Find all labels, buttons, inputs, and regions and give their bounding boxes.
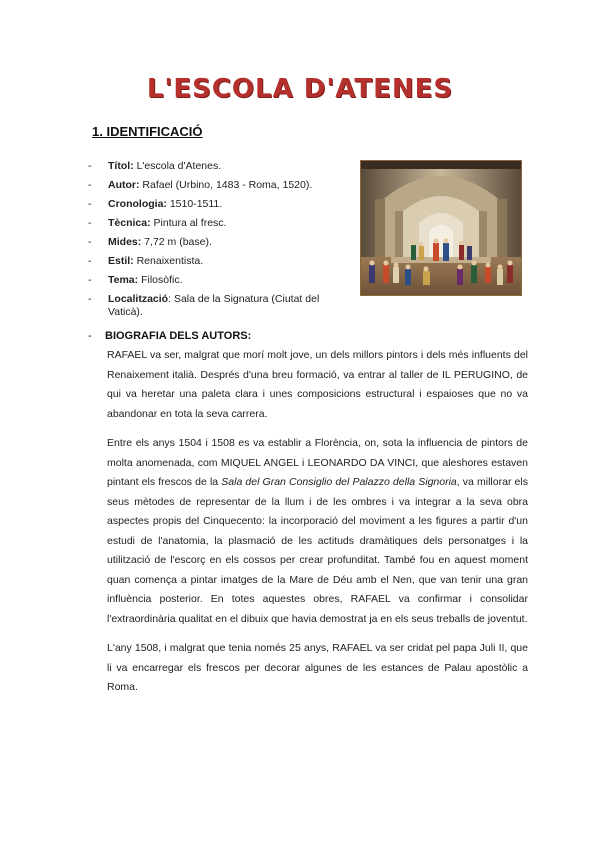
- list-item: - Tema: Filosòfic.: [88, 274, 183, 286]
- page-title: L'ESCOLA D'ATENES: [146, 74, 454, 104]
- list-item: - Tècnica: Pintura al fresc.: [88, 217, 227, 229]
- biography-paragraph-1: RAFAEL va ser, malgrat que morí molt jove, un dels millors pintors i dels més influents del Renaixement italià. Després d'una breu formació, va entrar al taller de IL PERUGINO, de qui va heretar una paleta clara i unes composicions estructural i espaioses que no va abandonar en tota la seva carrera.: [107, 349, 528, 420]
- list-item: - Mides: 7,72 m (base).: [88, 236, 212, 248]
- list-item: - Autor: Rafael (Urbino, 1483 - Roma, 1520).: [88, 179, 313, 191]
- biography-text: [107, 346, 528, 708]
- list-item: - Estil: Renaixentista.: [88, 255, 204, 267]
- school-of-athens-painting: [360, 160, 522, 296]
- document-page: L'ESCOLA D'ATENES 1. IDENTIFICACIÓ - Títol: L'escola d'Atenes. - Autor: Rafael (Urbino, 1483 - Roma, 1520). - Cronologia: 1510-1511. - Tècnica: Pintura al fresc. - Mides: 7,72 m (base). - Estil: Renaixentista. - Tema: Filosòfic. - Localització: Sala de la Signatura (Ciutat del Vaticà). - BIOGRAFIA DELS AUTORS: RAFAEL va ser, malgrat que morí molt jove, un dels millors pintors i dels més influents del Renaixement italià. Després d'una breu formació, va entrar al taller de IL PERUGINO, de qui va heretar una paleta clara i unes composicions estructural i espaioses que no va abandonar en tota la seva carrera. Entre els anys 1504 i 1508 es va establir a Florència, on, sota la influencia de pintors de molta anomenada, com MIQUEL ANGEL i LEONARDO DA VINCI, que aleshores estaven pintant els frescos de la Sala del Gran Consiglio del Palazzo della Signoria, va millorar els seus mètodes de representar de la llum i de les ombres i va integrar a la seva obra aspectes propis del Cinquecento: la incorporació del moviment a les figures a partir d'un estudi de l'anatomia, la plasmació de les actituds dramàtiques dels personatges i la utilització de l'escorç en els cossos per crear profunditat. També fou en aquest moment quan comença a pintar imatges de la Mare de Déu amb el Nen, que van tenir una gran influència posterior. En totes aquestes obres, RAFAEL va confirmar i consolidar l'extraordinària qualitat en el dibuix que havia demostrat ja en els seus treballs de joventut. L'any 1508, i malgrat que tenia només 25 anys, RAFAEL va ser cridat pel papa Juli II, que li va encarregar els frescos per decorar algunes de les estances de Palau apostòlic a Roma.: [0, 0, 600, 848]
- identification-list: [88, 160, 348, 325]
- biography-paragraph-3: L'any 1508, i malgrat que tenia només 25 anys, RAFAEL va ser cridat pel papa Juli II, que li va encarregar els frescos per decorar algunes de les estances de Palau apostòlic a Roma.: [107, 642, 528, 693]
- section-heading-identificacio: 1. IDENTIFICACIÓ: [92, 124, 203, 139]
- list-item: - Títol: L'escola d'Atenes.: [88, 160, 222, 172]
- biography-paragraph-2: Entre els anys 1504 i 1508 es va establir a Florència, on, sota la influencia de pintors de molta anomenada, com MIQUEL ANGEL i LEONARDO DA VINCI, que aleshores estaven pintant els frescos de la Sala del Gran Consiglio del Palazzo della Signoria, va millorar els seus mètodes de representar de la llum i de les ombres i va integrar a la seva obra aspectes propis del Cinquecento: la incorporació del moviment a les figures a partir d'un estudi de l'anatomia, la plasmació de les actituds dramàtiques dels personatges i la utilització de l'escorç en els cossos per crear profunditat. També fou en aquest moment quan comença a pintar imatges de la Mare de Déu amb el Nen, que van tenir una gran influència posterior. En totes aquestes obres, RAFAEL va confirmar i consolidar l'extraordinària qualitat en el dibuix que havia demostrat ja en els seus treballs de joventut.: [107, 437, 528, 625]
- list-item: - Localització: Sala de la Signatura (Ciutat del Vaticà).: [88, 293, 320, 318]
- list-item: - Cronologia: 1510-1511.: [88, 198, 223, 210]
